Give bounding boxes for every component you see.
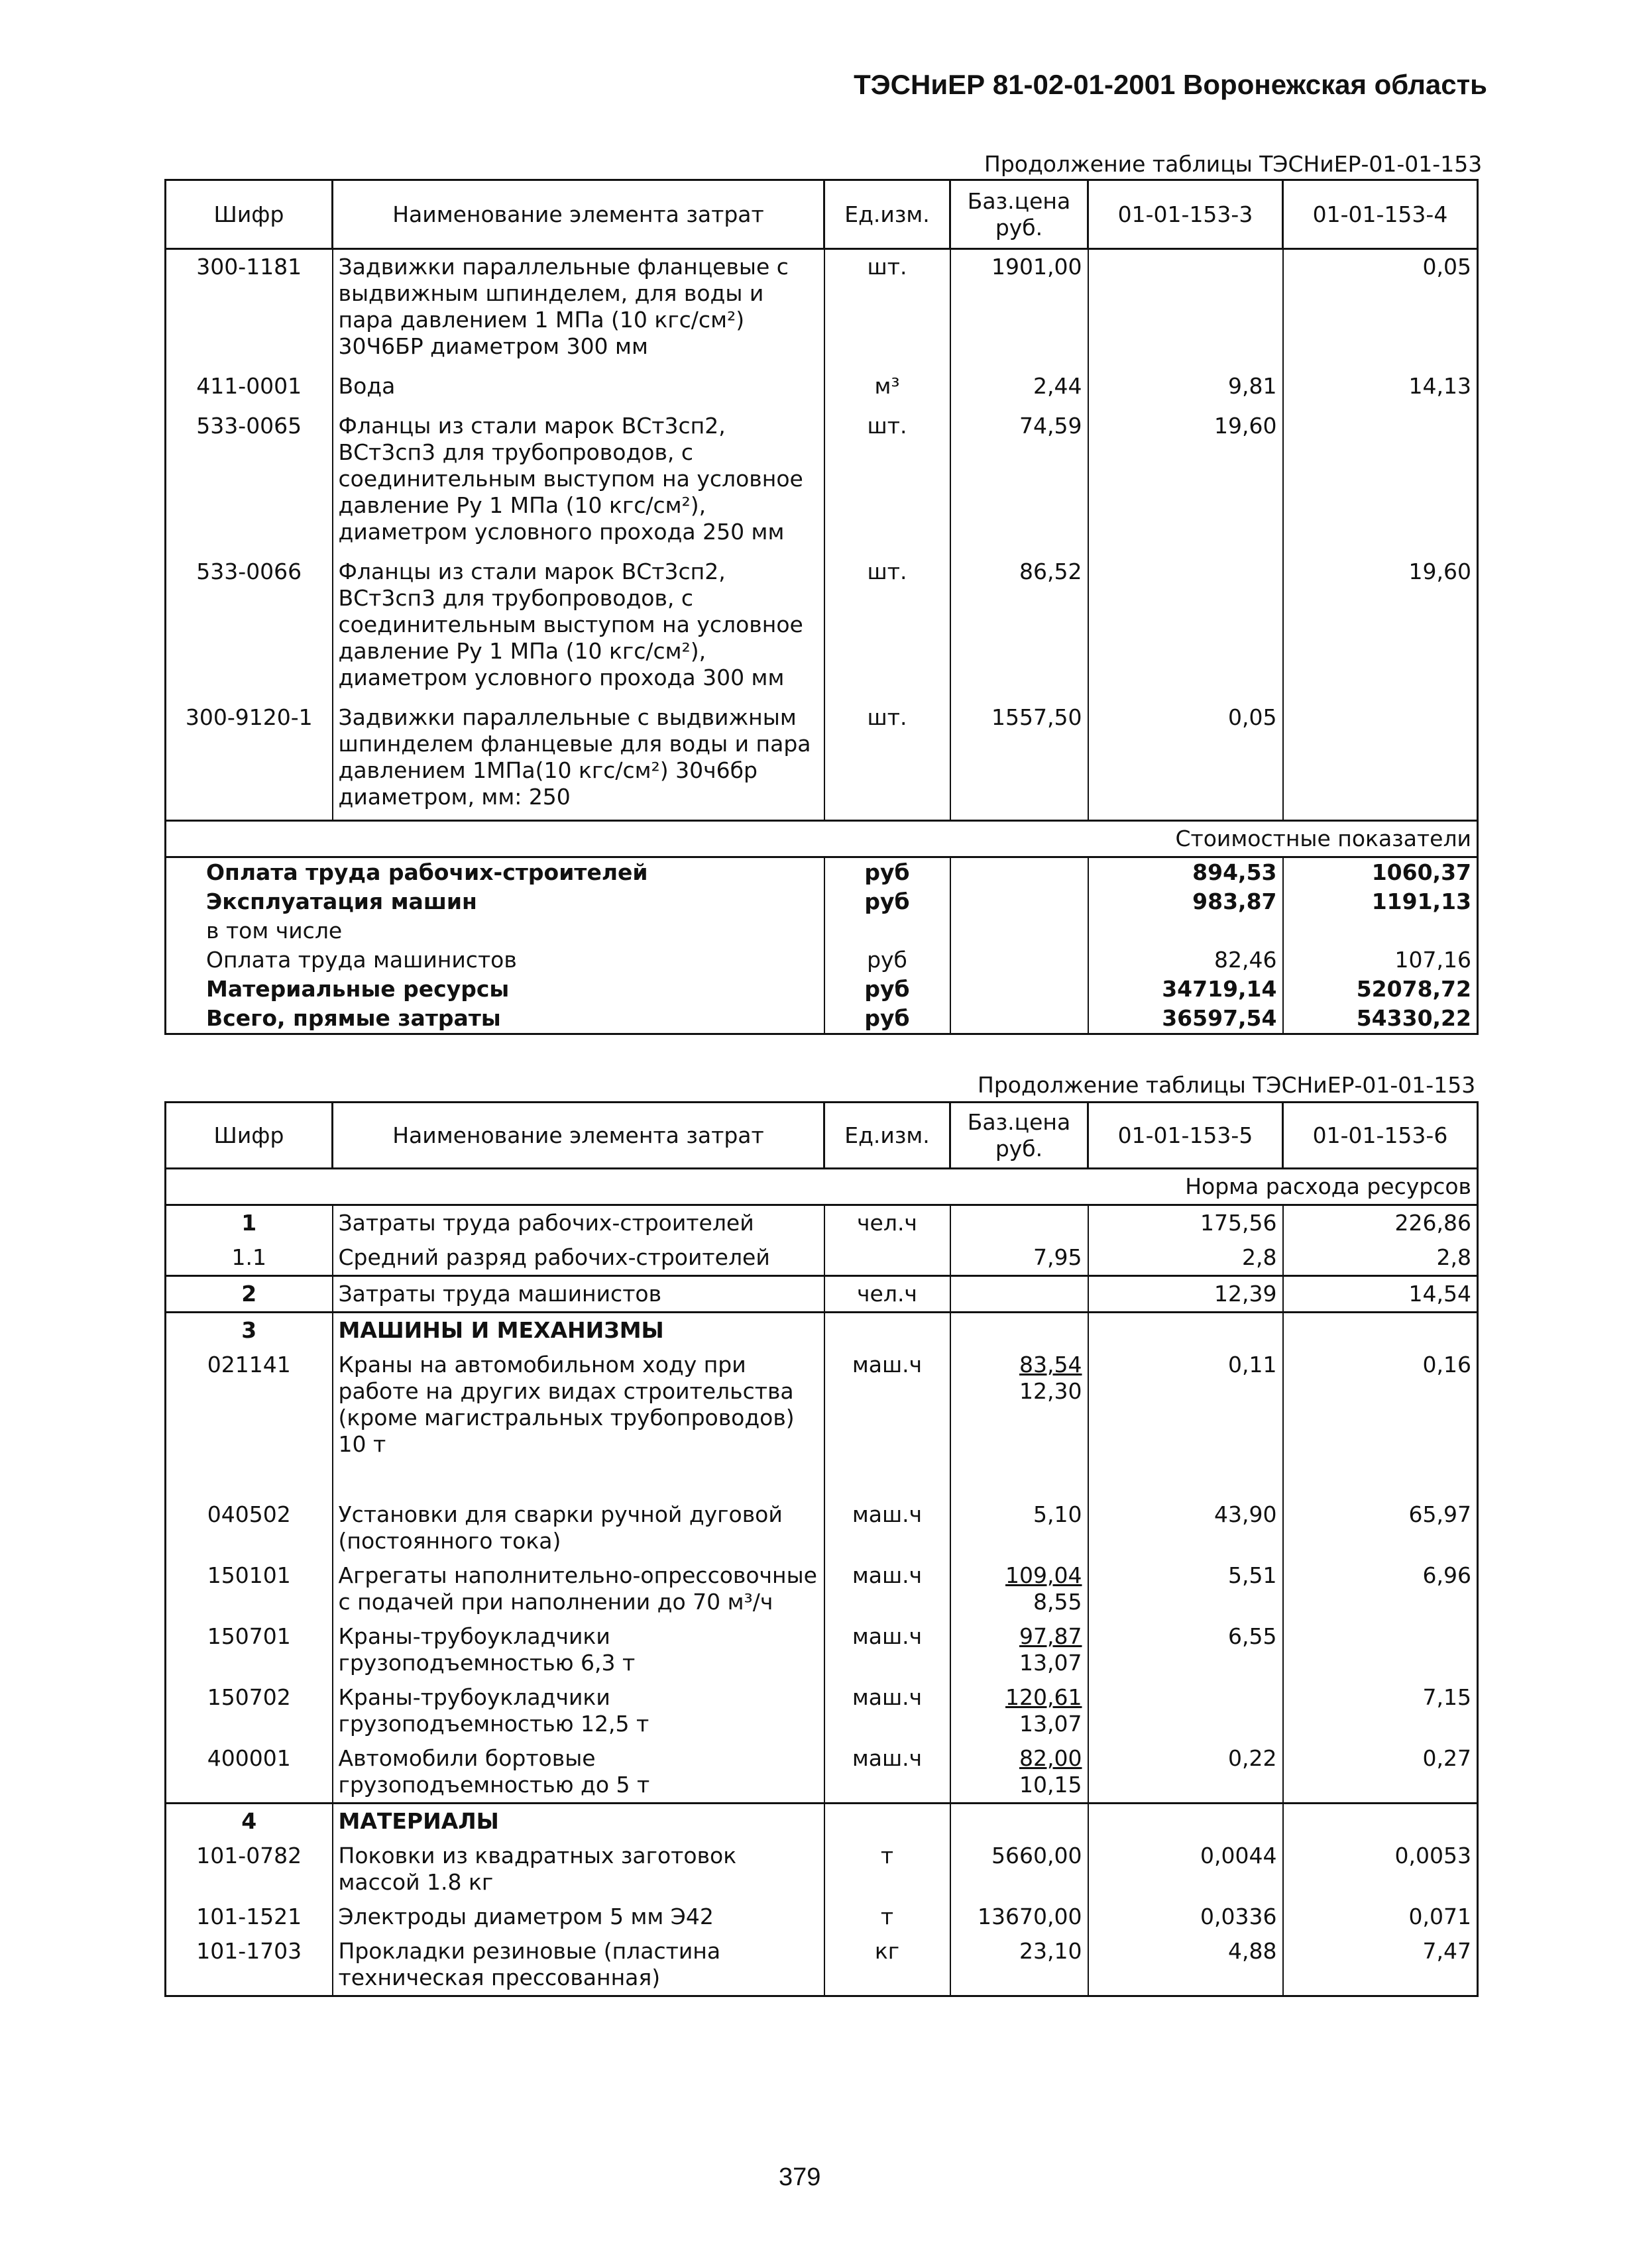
cell-value: 0,22	[1088, 1741, 1283, 1804]
cost-label: Материальные ресурсы	[206, 976, 510, 1002]
cost-value	[1283, 916, 1478, 945]
resource-table-2	[164, 1101, 1479, 1997]
cost-label: Эксплуатация машин	[206, 889, 477, 914]
cost-row	[166, 945, 1478, 975]
cell-value: 43,90	[1088, 1497, 1283, 1558]
cost-value: 54330,22	[1283, 1004, 1478, 1034]
cell-code: 1.1	[166, 1240, 333, 1276]
cell-value	[1283, 700, 1478, 821]
cell-value: 19,60	[1088, 409, 1283, 555]
cell-price	[950, 1804, 1088, 1839]
cell-value	[1283, 1804, 1478, 1839]
table-row	[166, 1804, 1478, 1839]
resource-table-1	[164, 179, 1479, 1035]
cost-unit: руб	[824, 887, 950, 916]
table-row	[166, 1934, 1478, 1996]
price-base: 82,00	[1019, 1745, 1082, 1771]
col-header-price: Баз.цена руб.	[950, 180, 1088, 249]
cost-row	[166, 857, 1478, 888]
price-wage: 10,15	[1019, 1772, 1082, 1798]
cell-unit: шт.	[824, 555, 950, 700]
cost-unit: руб	[824, 857, 950, 888]
cell-code: 300-9120-1	[166, 700, 333, 821]
cost-value: 894,53	[1088, 857, 1283, 888]
table-row	[166, 1348, 1478, 1497]
cell-unit: м³	[824, 369, 950, 409]
section-title: Норма расхода ресурсов	[166, 1169, 1478, 1205]
cell-unit: т	[824, 1900, 950, 1934]
cell-unit: чел.ч	[824, 1276, 950, 1313]
cell-price	[950, 1741, 1088, 1804]
cell-code: 021141	[166, 1348, 333, 1497]
cell-value: 6,55	[1088, 1619, 1283, 1680]
cell-price: 1557,50	[950, 700, 1088, 821]
cell-name: Прокладки резиновые (пластина техническая прессованная)	[333, 1934, 824, 1996]
cost-value: 1060,37	[1283, 857, 1478, 888]
cell-code: 150702	[166, 1680, 333, 1741]
cell-value: 9,81	[1088, 369, 1283, 409]
price-wage: 8,55	[1033, 1589, 1082, 1615]
table-row	[166, 1276, 1478, 1313]
cell-unit: шт.	[824, 700, 950, 821]
col-header-unit: Ед.изм.	[824, 1103, 950, 1169]
cell-value: 14,13	[1283, 369, 1478, 409]
col-header-153-5: 01-01-153-5	[1088, 1103, 1283, 1169]
cell-value: 175,56	[1088, 1205, 1283, 1241]
price-base: 120,61	[1005, 1684, 1082, 1710]
cell-name: Вода	[333, 369, 824, 409]
section-title: Стоимостные показатели	[166, 821, 1478, 857]
cell-code: 150701	[166, 1619, 333, 1680]
table-row	[166, 1205, 1478, 1241]
cell-price: 2,44	[950, 369, 1088, 409]
cell-price: 7,95	[950, 1240, 1088, 1276]
cell-name: Фланцы из стали марок ВСт3сп2, ВСт3сп3 для трубопроводов, с соединительным выступом на условное давление Ру 1 МПа (10 кгс/см²), диаметром условного прохода 250 мм	[333, 409, 824, 555]
cell-unit: маш.ч	[824, 1619, 950, 1680]
cell-value: 0,0044	[1088, 1839, 1283, 1900]
cell-code: 101-1703	[166, 1934, 333, 1996]
cell-name: Краны на автомобильном ходу при работе на других видах строительства (кроме магистральных трубопроводов) 10 т	[333, 1348, 824, 1497]
cell-name: Автомобили бортовые грузоподъемностью до 5 т	[333, 1741, 824, 1804]
cell-unit: маш.ч	[824, 1497, 950, 1558]
table-row	[166, 1619, 1478, 1680]
cost-row	[166, 887, 1478, 916]
cost-row	[166, 916, 1478, 945]
cell-code: 1	[166, 1205, 333, 1241]
cell-value: 19,60	[1283, 555, 1478, 700]
col-header-153-3: 01-01-153-3	[1088, 180, 1283, 249]
cell-value: 0,27	[1283, 1741, 1478, 1804]
cell-unit: чел.ч	[824, 1205, 950, 1241]
cell-price	[950, 1558, 1088, 1619]
cost-value: 983,87	[1088, 887, 1283, 916]
cell-name: Электроды диаметром 5 мм Э42	[333, 1900, 824, 1934]
cell-name: Средний разряд рабочих-строителей	[333, 1240, 824, 1276]
cost-unit	[824, 916, 950, 945]
cost-unit: руб	[824, 975, 950, 1004]
cost-price	[950, 857, 1088, 888]
cost-value	[1088, 916, 1283, 945]
cell-value: 65,97	[1283, 1497, 1478, 1558]
cell-value	[1088, 1680, 1283, 1741]
cell-value	[1088, 1804, 1283, 1839]
cell-code: 101-0782	[166, 1839, 333, 1900]
price-wage: 13,07	[1019, 1650, 1082, 1676]
cell-unit: маш.ч	[824, 1558, 950, 1619]
cost-label: Оплата труда рабочих-строителей	[206, 859, 648, 885]
cost-price	[950, 975, 1088, 1004]
cell-price	[950, 1619, 1088, 1680]
col-header-price: Баз.цена руб.	[950, 1103, 1088, 1169]
price-base: 109,04	[1005, 1562, 1082, 1588]
cell-price	[950, 1205, 1088, 1241]
cell-price	[950, 1313, 1088, 1348]
cell-value: 0,16	[1283, 1348, 1478, 1497]
table2-caption: Продолжение таблицы ТЭСНиЕР-01-01-153	[978, 1072, 1476, 1098]
cell-code: 300-1181	[166, 249, 333, 370]
cell-name: Краны-трубоукладчики грузоподъемностью 6,3 т	[333, 1619, 824, 1680]
cell-unit: маш.ч	[824, 1348, 950, 1497]
cell-code: 101-1521	[166, 1900, 333, 1934]
cost-unit: руб	[824, 945, 950, 975]
cell-value	[1088, 555, 1283, 700]
table-row	[166, 555, 1478, 700]
section-row	[166, 821, 1478, 857]
cell-value: 0,05	[1088, 700, 1283, 821]
cell-price	[950, 1276, 1088, 1313]
cell-name: Установки для сварки ручной дуговой (постоянного тока)	[333, 1497, 824, 1558]
price-wage: 12,30	[1019, 1378, 1082, 1404]
cell-code: 040502	[166, 1497, 333, 1558]
cell-unit	[824, 1240, 950, 1276]
cell-value	[1088, 249, 1283, 370]
cell-unit: шт.	[824, 409, 950, 555]
cell-value: 0,0053	[1283, 1839, 1478, 1900]
cost-label: Оплата труда машинистов	[206, 947, 517, 973]
price-wage: 13,07	[1019, 1711, 1082, 1737]
table-row	[166, 1900, 1478, 1934]
cell-price: 74,59	[950, 409, 1088, 555]
price-base: 97,87	[1019, 1623, 1082, 1649]
cell-unit: маш.ч	[824, 1741, 950, 1804]
table-row	[166, 1313, 1478, 1348]
cell-value: 0,071	[1283, 1900, 1478, 1934]
col-header-code: Шифр	[166, 180, 333, 249]
cell-value: 12,39	[1088, 1276, 1283, 1313]
cell-name: Затраты труда машинистов	[333, 1276, 824, 1313]
document-header: ТЭСНиЕР 81-02-01-2001 Воронежская область	[854, 69, 1487, 100]
cell-value	[1283, 409, 1478, 555]
cell-value: 4,88	[1088, 1934, 1283, 1996]
cell-price: 23,10	[950, 1934, 1088, 1996]
table-row	[166, 700, 1478, 821]
cell-name: Затраты труда рабочих-строителей	[333, 1205, 824, 1241]
cell-value: 6,96	[1283, 1558, 1478, 1619]
table-row	[166, 1558, 1478, 1619]
cost-price	[950, 1004, 1088, 1034]
table-row	[166, 1497, 1478, 1558]
col-header-153-6: 01-01-153-6	[1283, 1103, 1478, 1169]
cell-code: 411-0001	[166, 369, 333, 409]
table-row	[166, 1741, 1478, 1804]
col-header-unit: Ед.изм.	[824, 180, 950, 249]
cell-value: 0,0336	[1088, 1900, 1283, 1934]
cost-price	[950, 945, 1088, 975]
cell-code: 150101	[166, 1558, 333, 1619]
cost-value: 1191,13	[1283, 887, 1478, 916]
table1-caption: Продолжение таблицы ТЭСНиЕР-01-01-153	[984, 151, 1483, 177]
cell-name: Задвижки параллельные с выдвижным шпинделем фланцевые для воды и пара давлением 1МПа(10 кгс/см²) 30ч6бр диаметром, мм: 250	[333, 700, 824, 821]
cell-unit: шт.	[824, 249, 950, 370]
cost-price	[950, 887, 1088, 916]
cell-code: 533-0065	[166, 409, 333, 555]
cell-value: 14,54	[1283, 1276, 1478, 1313]
cell-name: Задвижки параллельные фланцевые с выдвижным шпинделем, для воды и пара давлением 1 МПа (10 кгс/см²) 30Ч6БР диаметром 300 мм	[333, 249, 824, 370]
cost-label: в том числе	[206, 918, 343, 944]
cell-code: 4	[166, 1804, 333, 1839]
cell-code: 533-0066	[166, 555, 333, 700]
cell-value: 5,51	[1088, 1558, 1283, 1619]
cell-unit: т	[824, 1839, 950, 1900]
table-row	[166, 249, 1478, 370]
cell-code: 2	[166, 1276, 333, 1313]
cost-value: 36597,54	[1088, 1004, 1283, 1034]
cost-label: Всего, прямые затраты	[206, 1005, 501, 1031]
cell-value: 7,15	[1283, 1680, 1478, 1741]
cell-unit	[824, 1804, 950, 1839]
cell-value: 0,11	[1088, 1348, 1283, 1497]
cell-price: 86,52	[950, 555, 1088, 700]
cell-unit: маш.ч	[824, 1680, 950, 1741]
cell-value	[1283, 1619, 1478, 1680]
cell-name: МАШИНЫ И МЕХАНИЗМЫ	[333, 1313, 824, 1348]
cell-code: 400001	[166, 1741, 333, 1804]
cell-unit: кг	[824, 1934, 950, 1996]
cell-value: 0,05	[1283, 249, 1478, 370]
cost-unit: руб	[824, 1004, 950, 1034]
table-row	[166, 1240, 1478, 1276]
cost-value: 107,16	[1283, 945, 1478, 975]
cell-value	[1088, 1313, 1283, 1348]
cell-value: 2,8	[1283, 1240, 1478, 1276]
col-header-code: Шифр	[166, 1103, 333, 1169]
col-header-153-4: 01-01-153-4	[1283, 180, 1478, 249]
col-header-name: Наименование элемента затрат	[333, 180, 824, 249]
cell-name: Агрегаты наполнительно-опрессовочные с подачей при наполнении до 70 м³/ч	[333, 1558, 824, 1619]
table-row	[166, 409, 1478, 555]
cell-value: 2,8	[1088, 1240, 1283, 1276]
section-row	[166, 1169, 1478, 1205]
cell-name: Краны-трубоукладчики грузоподъемностью 12,5 т	[333, 1680, 824, 1741]
cell-price: 1901,00	[950, 249, 1088, 370]
cell-code: 3	[166, 1313, 333, 1348]
cell-price: 13670,00	[950, 1900, 1088, 1934]
cell-value: 7,47	[1283, 1934, 1478, 1996]
table-row	[166, 1680, 1478, 1741]
cost-value: 82,46	[1088, 945, 1283, 975]
cell-price: 5660,00	[950, 1839, 1088, 1900]
table-row	[166, 1839, 1478, 1900]
cell-price	[950, 1680, 1088, 1741]
col-header-name: Наименование элемента затрат	[333, 1103, 824, 1169]
cell-name: МАТЕРИАЛЫ	[333, 1804, 824, 1839]
cell-price: 5,10	[950, 1497, 1088, 1558]
cell-unit	[824, 1313, 950, 1348]
page-number: 379	[779, 2163, 821, 2191]
cell-value	[1283, 1313, 1478, 1348]
cost-row	[166, 975, 1478, 1004]
price-base: 83,54	[1019, 1352, 1082, 1377]
cell-name: Поковки из квадратных заготовок массой 1.8 кг	[333, 1839, 824, 1900]
cell-name: Фланцы из стали марок ВСт3сп2, ВСт3сп3 для трубопроводов, с соединительным выступом на условное давление Ру 1 МПа (10 кгс/см²), диаметром условного прохода 300 мм	[333, 555, 824, 700]
cost-value: 52078,72	[1283, 975, 1478, 1004]
cell-value: 226,86	[1283, 1205, 1478, 1241]
cost-row	[166, 1004, 1478, 1034]
table-row	[166, 369, 1478, 409]
cost-value: 34719,14	[1088, 975, 1283, 1004]
cost-price	[950, 916, 1088, 945]
cell-price	[950, 1348, 1088, 1497]
